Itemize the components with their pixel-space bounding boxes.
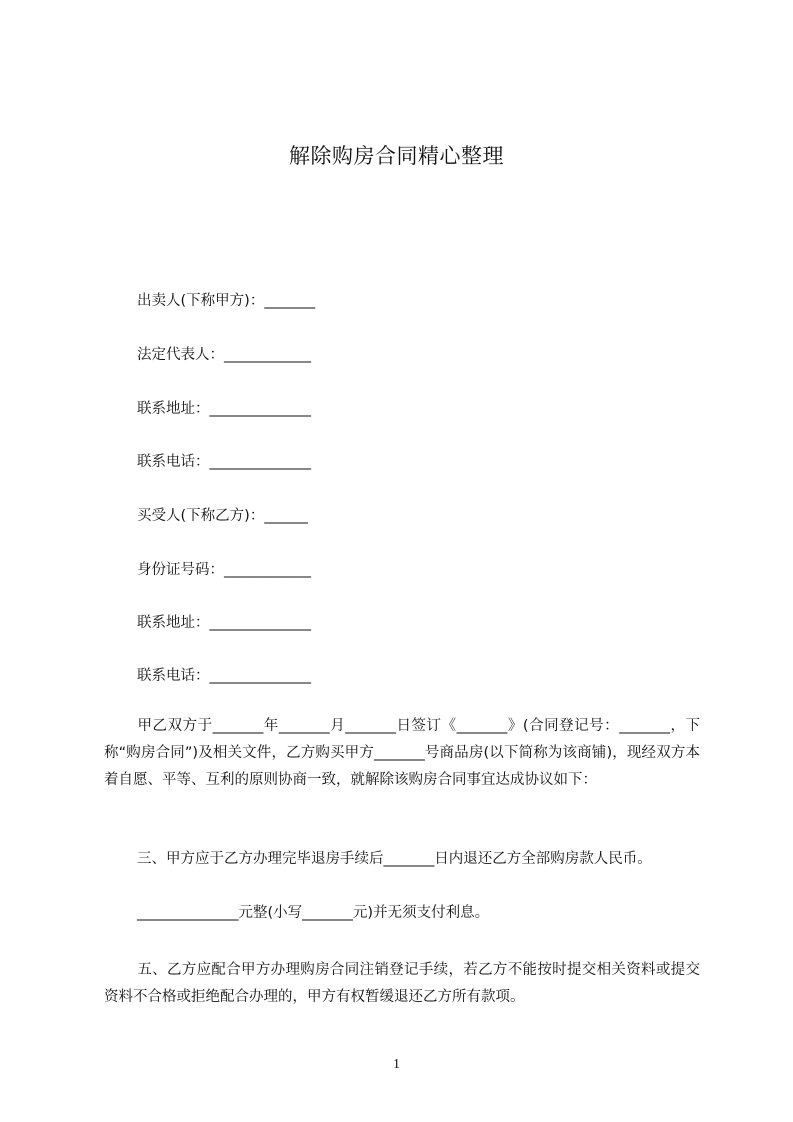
field-buyer-address: 联系地址：______________: [137, 615, 311, 631]
clause-5-text: 五、乙方应配合甲方办理购房合同注销登记手续，若乙方不能按时提交相关资料或提交资料不合格或拒绝配合办理的，甲方有权暂缓退还乙方所有款项。: [104, 962, 700, 1005]
document-title: 解除购房合同精心整理: [289, 144, 504, 168]
intro-paragraph: [104, 713, 700, 794]
clause-5-paragraph: [104, 957, 700, 1011]
field-buyer: 买受人(下称乙方)：______: [137, 508, 308, 524]
page-number: 1: [393, 1057, 400, 1072]
field-seller: 出卖人(下称甲方)：_______: [137, 293, 316, 309]
intro-text: 甲乙双方于_______年_______月_______日签订《_______》(合同登记号：_______，下称“购房合同”)及相关文件，乙方购买甲方_______号商品房(以下简称为该商铺)，现经双方本着自愿、平等、互利的原则协商一致，就解除该购房合同事宜达成协议如下：: [104, 718, 700, 788]
field-buyer-phone: 联系电话：______________: [137, 668, 311, 684]
field-seller-address: 联系地址：______________: [137, 401, 311, 417]
field-seller-phone: 联系电话：______________: [137, 454, 311, 470]
clause-3-continued: ______________元整(小写_______元)并无须支付利息。: [137, 905, 490, 921]
clause-3: 三、甲方应于乙方办理完毕退房手续后_______日内退还乙方全部购房款人民币。: [137, 851, 652, 867]
field-id-number: 身份证号码：____________: [137, 562, 311, 578]
field-legal-representative: 法定代表人：____________: [137, 347, 311, 363]
